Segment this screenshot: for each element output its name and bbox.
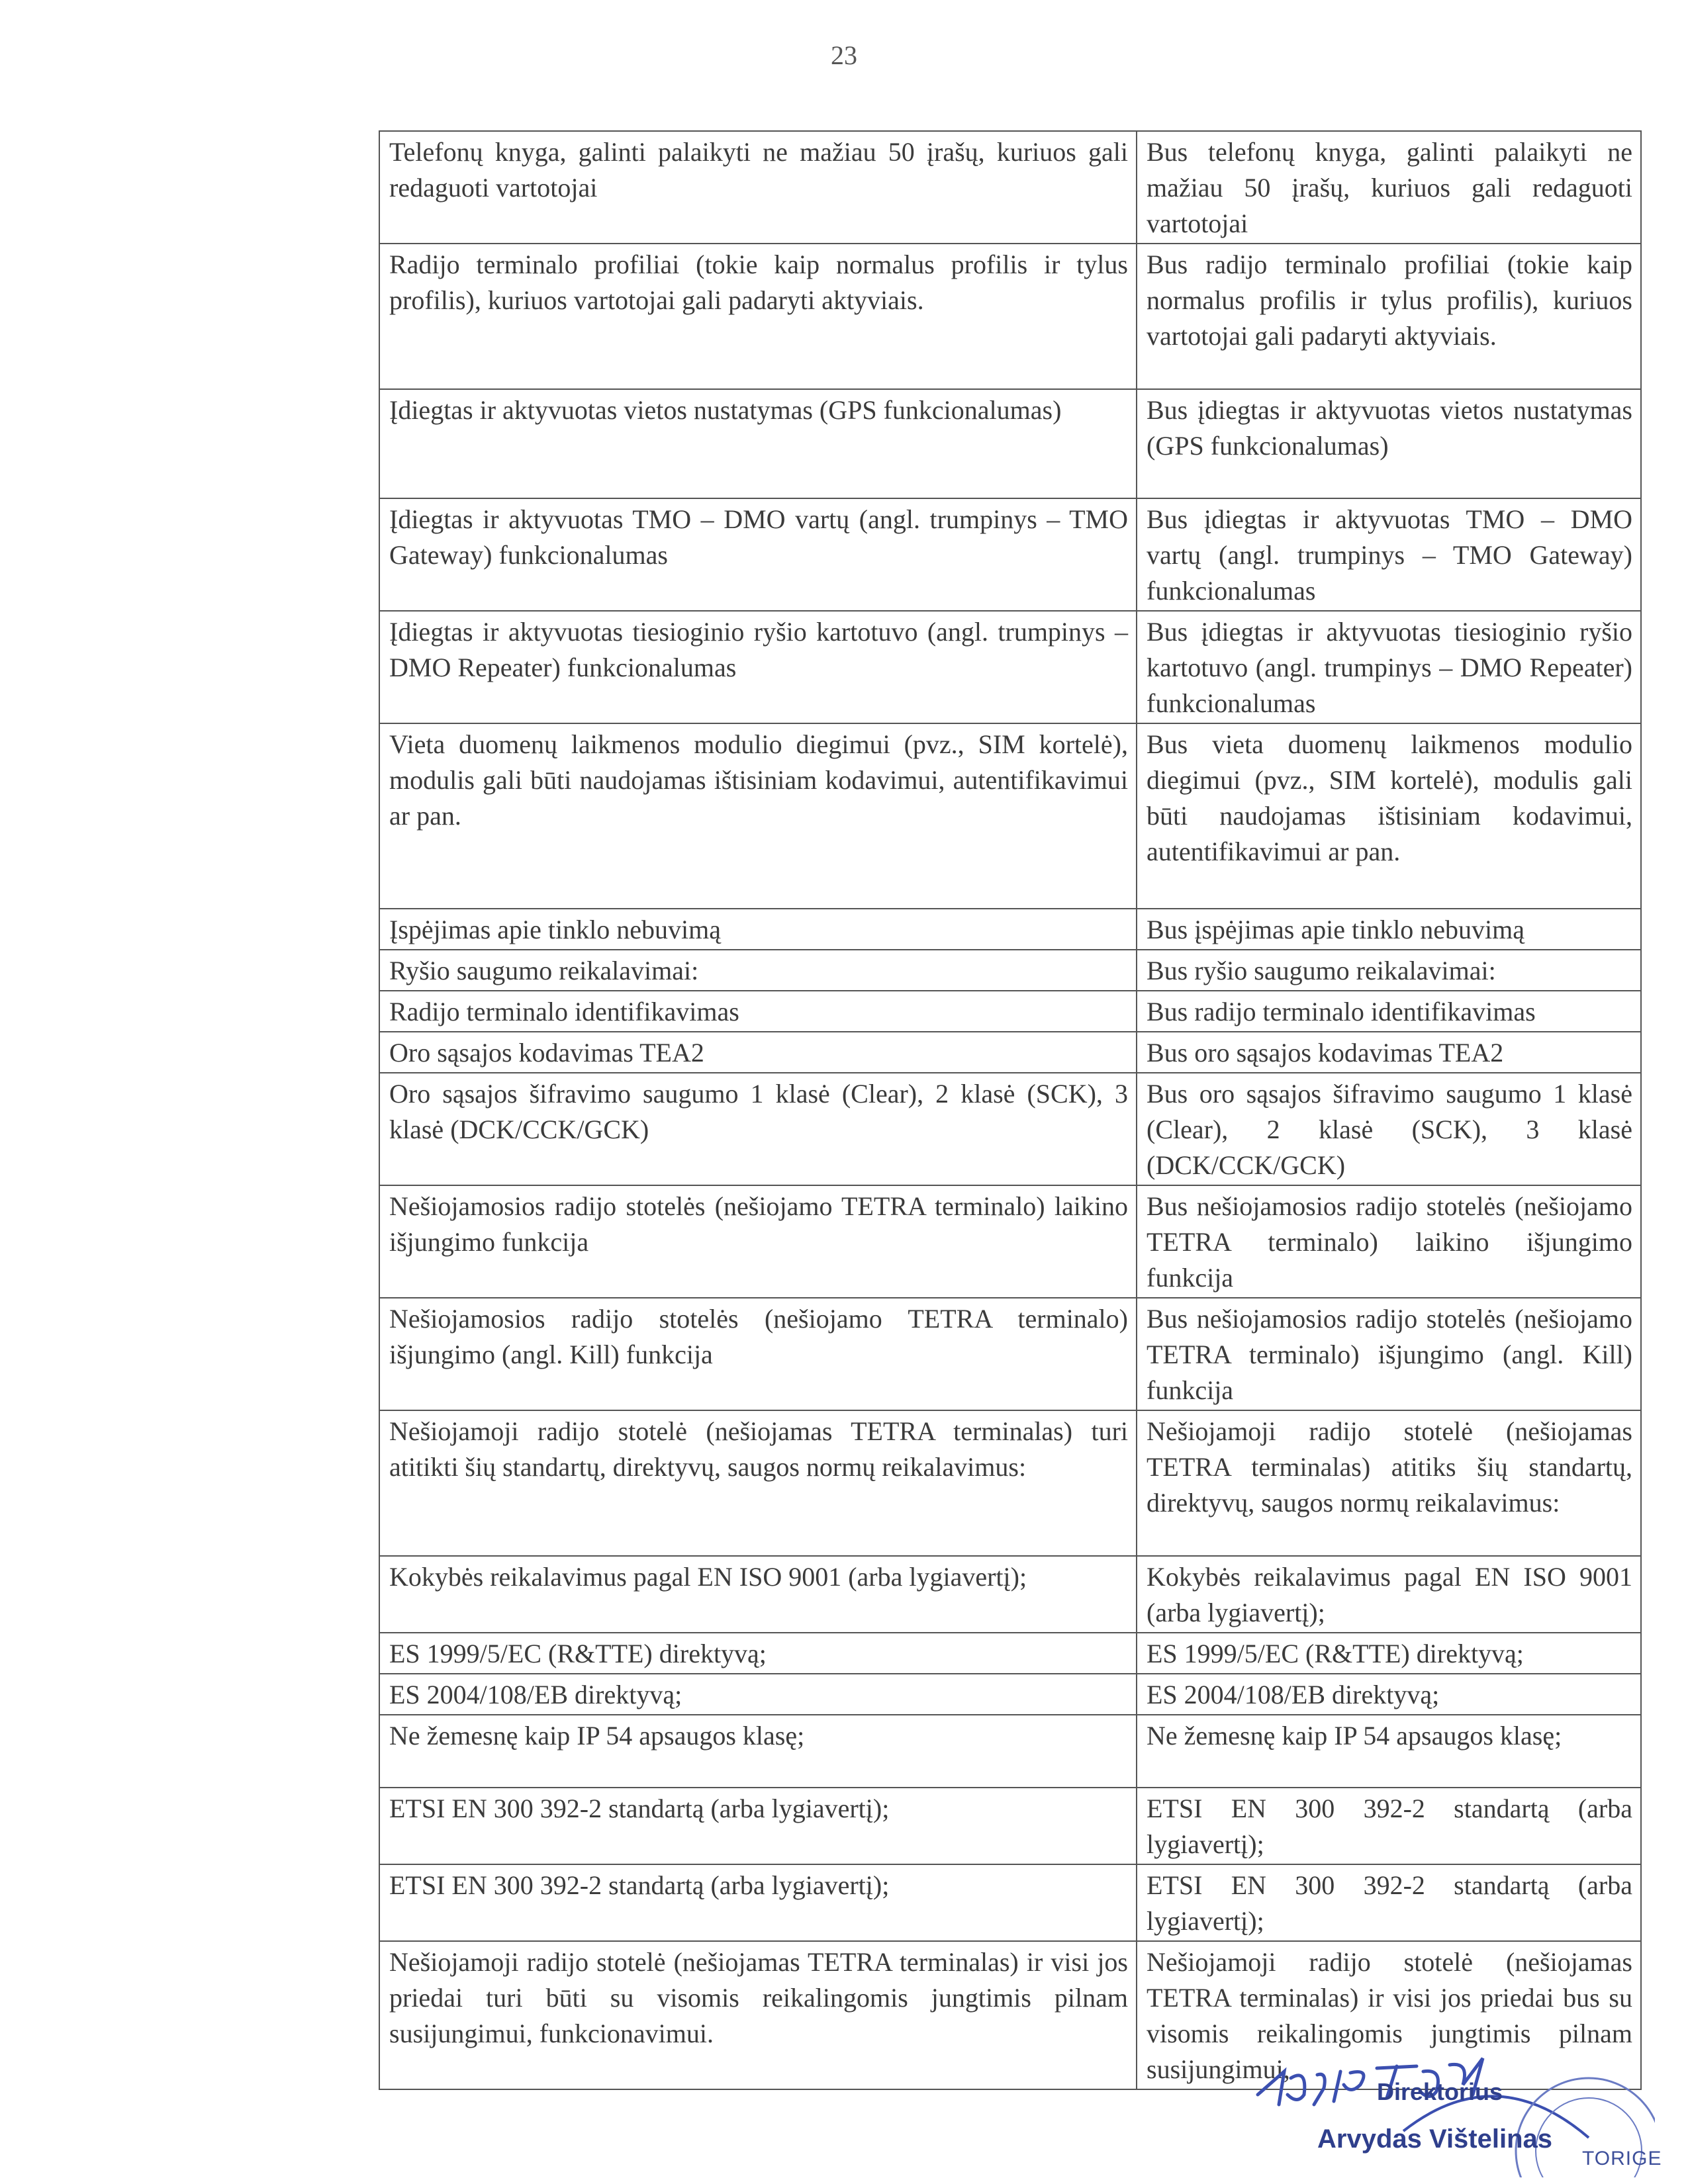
offer-cell: Bus telefonų knyga, galinti palaikyti ne mažiau 50 įrašų, kuriuos gali redaguoti vartotojai (1137, 131, 1641, 244)
offer-cell: Nešiojamoji radijo stotelė (nešiojamas TETRA terminalas) atitiks šių standartų, direktyvų, saugos normų reikalavimus: (1137, 1410, 1641, 1556)
specification-table (379, 130, 1642, 2090)
table-row (379, 1298, 1641, 1410)
requirement-cell: Ryšio saugumo reikalavimai: (379, 950, 1137, 991)
requirement-cell: ES 1999/5/EC (R&TTE) direktyvą; (379, 1633, 1137, 1674)
offer-cell: ES 1999/5/EC (R&TTE) direktyvą; (1137, 1633, 1641, 1674)
table-row (379, 1073, 1641, 1185)
requirement-cell: Nešiojamosios radijo stotelės (nešiojamo TETRA terminalo) laikino išjungimo funkcija (379, 1185, 1137, 1298)
offer-cell: Bus įdiegtas ir aktyvuotas vietos nustatymas (GPS funkcionalumas) (1137, 389, 1641, 498)
table-row (379, 991, 1641, 1032)
requirement-cell: Radijo terminalo identifikavimas (379, 991, 1137, 1032)
offer-cell: Nešiojamoji radijo stotelė (nešiojamas TETRA terminalas) ir visi jos priedai bus su visomis reikalingomis jungtimis pilnam susijungimui, (1137, 1941, 1641, 2089)
table-row (379, 1674, 1641, 1715)
requirement-cell: Nešiojamoji radijo stotelė (nešiojamas TETRA terminalas) ir visi jos priedai turi būti su visomis reikalingomis jungtimis pilnam susijungimui, funkcionavimui. (379, 1941, 1137, 2089)
offer-cell: ETSI EN 300 392-2 standartą (arba lygiavertį); (1137, 1788, 1641, 1864)
table-row (379, 1185, 1641, 1298)
offer-cell: Bus įdiegtas ir aktyvuotas TMO – DMO vartų (angl. trumpinys – TMO Gateway) funkcionalumas (1137, 498, 1641, 611)
requirement-cell: ETSI EN 300 392-2 standartą (arba lygiavertį); (379, 1864, 1137, 1941)
table-row (379, 389, 1641, 498)
table-row (379, 1032, 1641, 1073)
table-row (379, 498, 1641, 611)
table-row (379, 1715, 1641, 1788)
page-number: 23 (831, 40, 857, 70)
offer-cell: Bus radijo terminalo profiliai (tokie kaip normalus profilis ir tylus profilis), kuriuos vartotojai gali padaryti aktyviais. (1137, 244, 1641, 389)
offer-cell: Kokybės reikalavimus pagal EN ISO 9001 (arba lygiavertį); (1137, 1556, 1641, 1633)
requirement-cell: Įspėjimas apie tinklo nebuvimą (379, 909, 1137, 950)
offer-cell: Bus įspėjimas apie tinklo nebuvimą (1137, 909, 1641, 950)
table-row (379, 723, 1641, 909)
stamp-text: TORIGE (1582, 2148, 1662, 2169)
requirement-cell: Nešiojamoji radijo stotelė (nešiojamas TETRA terminalas) turi atitikti šių standartų, direktyvų, saugos normų reikalavimus: (379, 1410, 1137, 1556)
table-row (379, 950, 1641, 991)
signature-title: Direktorius (1377, 2078, 1503, 2105)
offer-cell: ETSI EN 300 392-2 standartą (arba lygiavertį); (1137, 1864, 1641, 1941)
table-row (379, 1633, 1641, 1674)
requirement-cell: ETSI EN 300 392-2 standartą (arba lygiavertį); (379, 1788, 1137, 1864)
table-row (379, 1864, 1641, 1941)
requirement-cell: Įdiegtas ir aktyvuotas TMO – DMO vartų (angl. trumpinys – TMO Gateway) funkcionalumas (379, 498, 1137, 611)
offer-cell: Ne žemesnę kaip IP 54 apsaugos klasę; (1137, 1715, 1641, 1788)
requirement-cell: Įdiegtas ir aktyvuotas vietos nustatymas (GPS funkcionalumas) (379, 389, 1137, 498)
table-row (379, 1556, 1641, 1633)
requirement-cell: Telefonų knyga, galinti palaikyti ne mažiau 50 įrašų, kuriuos gali redaguoti vartotojai (379, 131, 1137, 244)
requirement-cell: Įdiegtas ir aktyvuotas tiesioginio ryšio kartotuvo (angl. trumpinys – DMO Repeater) funkcionalumas (379, 611, 1137, 723)
offer-cell: Bus ryšio saugumo reikalavimai: (1137, 950, 1641, 991)
offer-cell: Bus radijo terminalo identifikavimas (1137, 991, 1641, 1032)
table-row (379, 611, 1641, 723)
table-row (379, 244, 1641, 389)
offer-cell: Bus įdiegtas ir aktyvuotas tiesioginio ryšio kartotuvo (angl. trumpinys – DMO Repeater) funkcionalumas (1137, 611, 1641, 723)
requirement-cell: Ne žemesnę kaip IP 54 apsaugos klasę; (379, 1715, 1137, 1788)
requirement-cell: Vieta duomenų laikmenos modulio diegimui (pvz., SIM kortelė), modulis gali būti naudojamas ištisiniam kodavimui, autentifikavimui ar pan. (379, 723, 1137, 909)
offer-cell: Bus nešiojamosios radijo stotelės (nešiojamo TETRA terminalo) laikino išjungimo funkcija (1137, 1185, 1641, 1298)
requirement-cell: ES 2004/108/EB direktyvą; (379, 1674, 1137, 1715)
requirement-cell: Oro sąsajos kodavimas TEA2 (379, 1032, 1137, 1073)
signature-name: Arvydas Vištelinas (1317, 2124, 1553, 2154)
table-row (379, 1410, 1641, 1556)
requirement-cell: Radijo terminalo profiliai (tokie kaip normalus profilis ir tylus profilis), kuriuos vartotojai gali padaryti aktyviais. (379, 244, 1137, 389)
requirement-cell: Nešiojamosios radijo stotelės (nešiojamo TETRA terminalo) išjungimo (angl. Kill) funkcija (379, 1298, 1137, 1410)
offer-cell: Bus vieta duomenų laikmenos modulio diegimui (pvz., SIM kortelė), modulis gali būti naudojamas ištisiniam kodavimui, autentifikavimui ar pan. (1137, 723, 1641, 909)
requirement-cell: Kokybės reikalavimus pagal EN ISO 9001 (arba lygiavertį); (379, 1556, 1137, 1633)
table-row (379, 1788, 1641, 1864)
offer-cell: Bus nešiojamosios radijo stotelės (nešiojamo TETRA terminalo) išjungimo (angl. Kill) funkcija (1137, 1298, 1641, 1410)
offer-cell: Bus oro sąsajos šifravimo saugumo 1 klasė (Clear), 2 klasė (SCK), 3 klasė (DCK/CCK/GCK) (1137, 1073, 1641, 1185)
offer-cell: ES 2004/108/EB direktyvą; (1137, 1674, 1641, 1715)
table-row (379, 131, 1641, 244)
table-row (379, 909, 1641, 950)
requirement-cell: Oro sąsajos šifravimo saugumo 1 klasė (Clear), 2 klasė (SCK), 3 klasė (DCK/CCK/GCK) (379, 1073, 1137, 1185)
offer-cell: Bus oro sąsajos kodavimas TEA2 (1137, 1032, 1641, 1073)
